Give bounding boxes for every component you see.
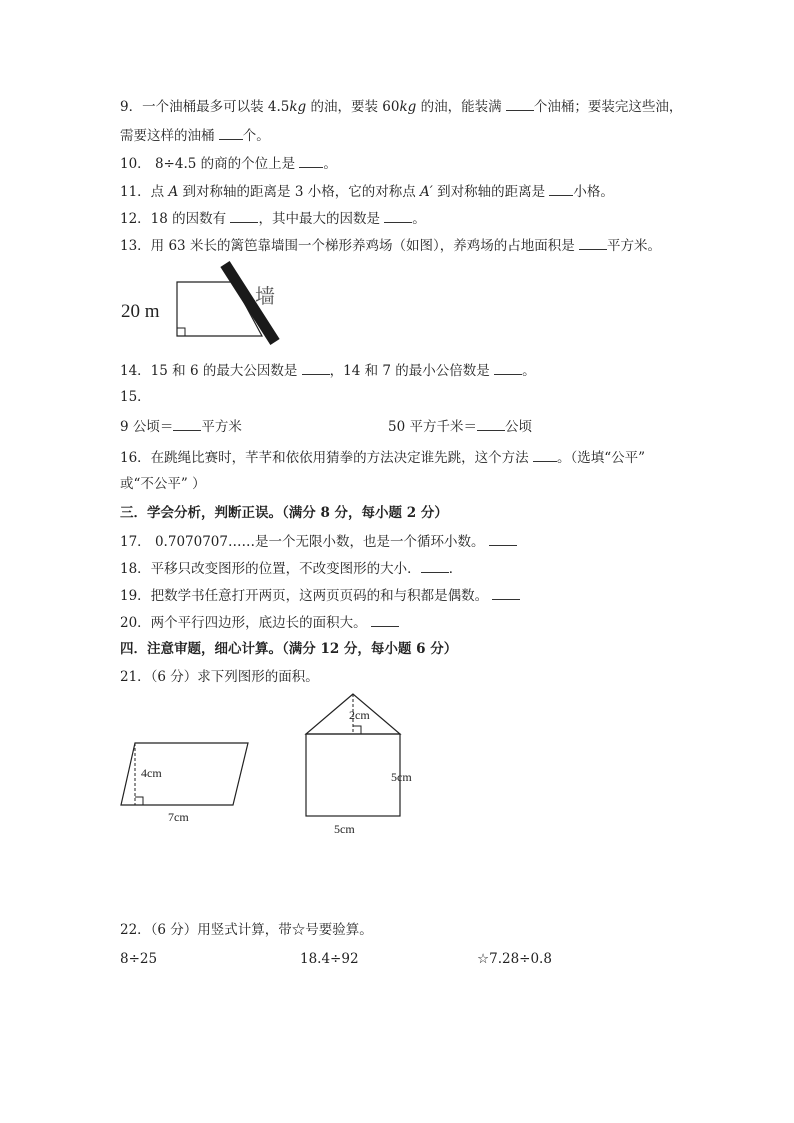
parallelogram-height-label: 4cm (141, 766, 162, 780)
expression-1: 8÷25 (120, 951, 158, 967)
expression-2: 18.4÷92 (300, 951, 359, 967)
answer-blank[interactable] (302, 361, 330, 375)
answer-blank[interactable] (173, 417, 201, 431)
parallelogram-figure (115, 735, 255, 830)
question-21: 21．（6 分）求下列图形的面积。 (120, 669, 319, 685)
question-16-line-1: 16．在跳绳比赛时，芊芊和依依用猜拳的方法决定谁先跳，这个方法 。（选填“公平” (120, 450, 646, 466)
answer-blank[interactable] (371, 613, 399, 627)
answer-blank[interactable] (384, 209, 412, 223)
question-15-right: 50 平方千米＝ 公顷 (388, 419, 532, 435)
answer-blank[interactable] (549, 182, 573, 196)
answer-blank[interactable] (421, 559, 449, 573)
wall-label: 墙 (255, 284, 275, 308)
right-angle-mark (177, 328, 185, 336)
question-14: 14．15 和 6 的最大公因数是 ，14 和 7 的最小公倍数是 。 (120, 363, 536, 379)
answer-blank[interactable] (230, 209, 258, 223)
question-19: 19．把数学书任意打开两页，这两页页码的和与积都是偶数。 (120, 586, 520, 605)
question-15-number: 15． (120, 389, 151, 405)
question-18: 18．平移只改变图形的位置，不改变图形的大小． ． (120, 561, 463, 577)
square-side-label-bottom: 5cm (334, 822, 355, 836)
trapezoid-chicken-yard-figure (115, 258, 295, 350)
parallelogram-base-label: 7cm (168, 810, 189, 824)
question-17: 17． 0.7070707……是一个无限小数，也是一个循环小数。 (120, 532, 517, 551)
trapezoid-height-label: 20 m (121, 301, 160, 322)
right-angle-mark (135, 797, 143, 805)
question-10: 10． 8÷4.5 的商的个位上是 。 (120, 156, 337, 172)
answer-blank[interactable] (506, 97, 534, 111)
answer-blank[interactable] (494, 361, 522, 375)
triangle-height-label: 2cm (349, 708, 370, 722)
question-13: 13．用 63 米长的篱笆靠墙围一个梯形养鸡场（如图），养鸡场的占地面积是 平方米。 (120, 238, 661, 254)
square-shape (306, 734, 400, 816)
section-4-heading: 四．注意审题，细心计算。（满分 12 分，每小题 6 分） (120, 641, 458, 657)
section-3-heading: 三．学会分析，判断正误。（满分 8 分，每小题 2 分） (120, 505, 448, 521)
question-22: 22．（6 分）用竖式计算，带☆号要验算。 (120, 922, 373, 938)
answer-blank[interactable] (492, 586, 520, 600)
question-12: 12．18 的因数有 ，其中最大的因数是 。 (120, 211, 426, 227)
question-15-left: 9 公顷＝ 平方米 (120, 419, 242, 435)
question-9-line-1: 9．一个油桶最多可以装 4.5kg 的油，要装 60kg 的油，能装满 个油桶；要装完这些油， (120, 99, 683, 115)
question-16-line-2: 或“不公平” ） (120, 476, 206, 492)
answer-blank[interactable] (219, 126, 243, 140)
question-9-line-2: 需要这样的油桶 个。 (120, 128, 270, 144)
expression-3: ☆7.28÷0.8 (477, 951, 552, 967)
answer-blank[interactable] (477, 417, 505, 431)
right-angle-mark (353, 726, 361, 734)
house-shape-figure (300, 690, 430, 840)
answer-blank[interactable] (489, 532, 517, 546)
question-11: 11．点 A 到对称轴的距离是 3 小格，它的对称点 A′ 到对称轴的距离是 小格。 (120, 184, 614, 200)
answer-blank[interactable] (533, 448, 557, 462)
question-20: 20．两个平行四边形，底边长的面积大。 (120, 613, 399, 632)
answer-blank[interactable] (579, 236, 607, 250)
square-side-label-right: 5cm (391, 770, 412, 784)
answer-blank[interactable] (299, 154, 323, 168)
